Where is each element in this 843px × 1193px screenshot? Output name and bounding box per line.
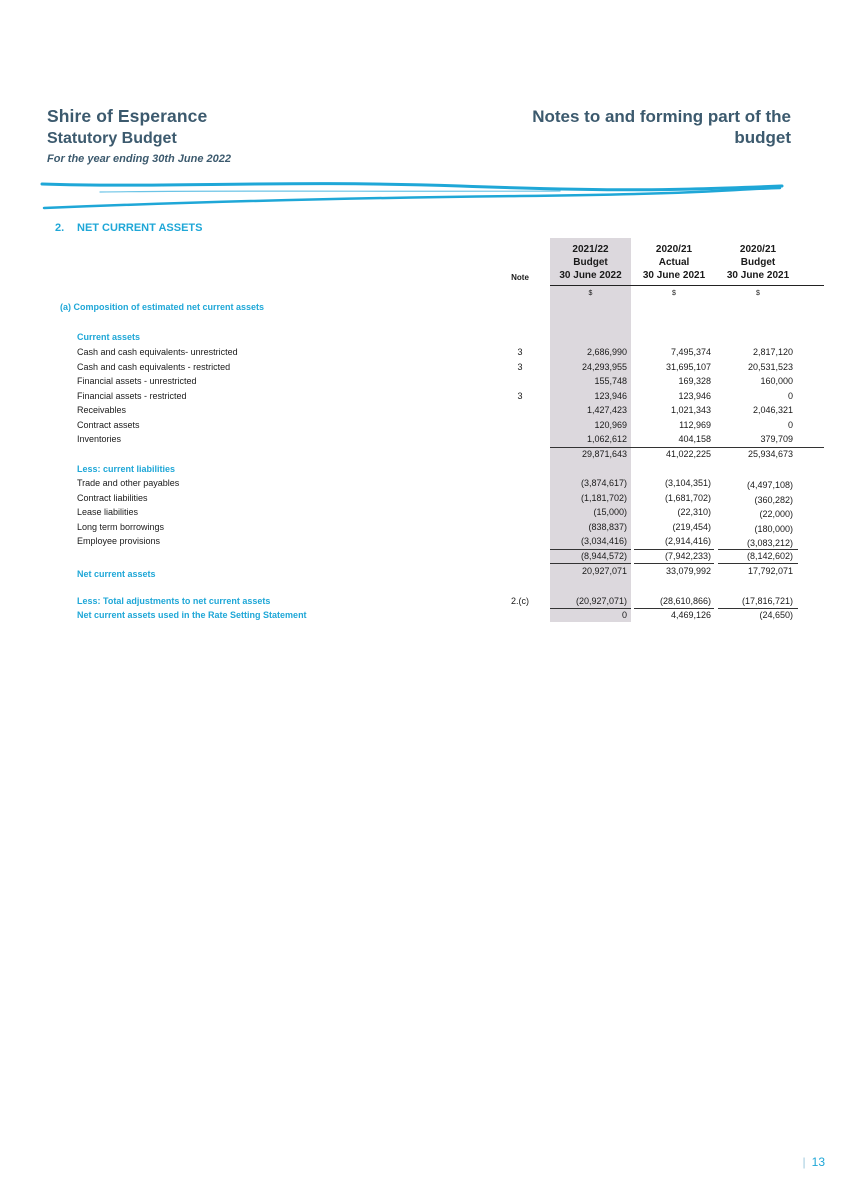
row-label: Trade and other payables <box>77 478 180 488</box>
value-actual-2021: (219,454) <box>672 522 711 532</box>
value-actual-2021: (3,104,351) <box>664 478 711 488</box>
value-actual-2021: 112,969 <box>679 420 711 430</box>
rate-setting-row <box>0 608 843 622</box>
total-budget-2021: (8,142,602) <box>746 551 793 561</box>
total-budget-2021: 25,934,673 <box>747 449 793 459</box>
table-row <box>0 491 843 505</box>
table-row <box>0 476 843 490</box>
net-current-assets-label: Net current assets <box>77 569 156 579</box>
header-rule <box>550 285 824 286</box>
adjustments-row <box>0 594 843 608</box>
value-budget-2022: 1,427,423 <box>586 405 627 415</box>
value-budget-2022: 123,946 <box>594 391 627 401</box>
liabilities-heading-row <box>0 462 843 476</box>
total-budget-2022: 29,871,643 <box>581 449 627 459</box>
table-row <box>0 374 843 388</box>
value-actual-2021: 404,158 <box>678 434 711 444</box>
row-note: 3 <box>517 391 523 401</box>
value-actual-2021: 4,469,126 <box>670 610 711 620</box>
value-budget-2021: (4,497,108) <box>746 480 793 490</box>
row-label: Inventories <box>77 434 122 444</box>
value-budget-2022: 1,062,612 <box>586 434 627 444</box>
row-label: Long term borrowings <box>77 522 165 532</box>
row-label: Cash and cash equivalents - restricted <box>77 362 231 372</box>
value-actual-2021: 33,079,992 <box>665 566 711 576</box>
value-budget-2021: (360,282) <box>754 495 793 505</box>
table-row <box>0 432 843 446</box>
value-actual-2021: 7,495,374 <box>670 347 711 357</box>
document-header <box>47 106 231 165</box>
note-number: 2. <box>55 222 65 234</box>
row-note: 3 <box>517 347 523 357</box>
page-number-value: 13 <box>811 1155 825 1169</box>
value-budget-2022: 120,969 <box>594 420 627 430</box>
row-label: Receivables <box>77 405 127 415</box>
brush-stroke-decoration <box>40 178 785 214</box>
current-assets-heading: Current assets <box>77 332 141 342</box>
row-label: Cash and cash equivalents- unrestricted <box>77 347 238 357</box>
column-date: 30 June 2021 <box>642 270 706 281</box>
sub-heading: (a) Composition of estimated net current assets <box>60 302 265 312</box>
value-budget-2021: (22,000) <box>759 509 793 519</box>
table-row <box>0 345 843 359</box>
table-row <box>0 403 843 417</box>
row-label: Financial assets - unrestricted <box>77 376 197 386</box>
value-budget-2022: (3,034,416) <box>580 536 627 546</box>
row-label: Employee provisions <box>77 536 161 546</box>
document-title: Statutory Budget <box>47 130 177 147</box>
total-budget-2022: (8,944,572) <box>580 551 627 561</box>
column-year: 2020/21 <box>739 244 777 255</box>
value-budget-2021: 2,817,120 <box>752 347 793 357</box>
value-budget-2022: 155,748 <box>594 376 627 386</box>
section-title: Notes to and forming part of the budget <box>532 107 791 147</box>
column-header-budget-2021 <box>718 243 798 282</box>
row-note: 3 <box>517 362 523 372</box>
value-actual-2021: 31,695,107 <box>665 362 711 372</box>
value-budget-2022: 20,927,071 <box>581 566 627 576</box>
table-row <box>0 418 843 432</box>
value-actual-2021: (28,610,866) <box>659 596 711 606</box>
value-budget-2021: 0 <box>787 420 793 430</box>
total-actual-2021: 41,022,225 <box>665 449 711 459</box>
net-current-assets-row <box>0 564 843 578</box>
value-actual-2021: 169,328 <box>678 376 711 386</box>
rate-setting-label: Net current assets used in the Rate Setting Statement <box>77 610 307 620</box>
column-date: 30 June 2021 <box>726 270 790 281</box>
table-row <box>0 389 843 403</box>
value-budget-2022: (1,181,702) <box>580 493 627 503</box>
note-column-header: Note <box>511 273 529 282</box>
value-budget-2021: (180,000) <box>754 524 793 534</box>
value-budget-2022: 24,293,955 <box>581 362 627 372</box>
value-budget-2022: (838,837) <box>588 522 627 532</box>
page-number-divider: | <box>802 1155 806 1169</box>
value-actual-2021: (1,681,702) <box>664 493 711 503</box>
row-label: Contract assets <box>77 420 140 430</box>
value-budget-2022: (3,874,617) <box>580 478 627 488</box>
value-budget-2021: (3,083,212) <box>746 538 793 548</box>
column-header-budget-2022 <box>550 243 631 282</box>
current-assets-heading-row <box>0 330 843 344</box>
sub-heading-row <box>0 300 843 314</box>
value-budget-2021: 20,531,523 <box>747 362 793 372</box>
column-type: Budget <box>573 257 608 268</box>
value-budget-2022: 2,686,990 <box>586 347 627 357</box>
table-row <box>0 520 843 534</box>
liabilities-total-row <box>0 549 843 563</box>
column-year: 2020/21 <box>655 244 693 255</box>
row-label: Contract liabilities <box>77 493 148 503</box>
column-header-actual-2021 <box>634 243 714 282</box>
table-row <box>0 360 843 374</box>
value-actual-2021: (2,914,416) <box>664 536 711 546</box>
column-year: 2021/22 <box>572 244 609 255</box>
value-budget-2021: (24,650) <box>759 610 793 620</box>
value-budget-2021: 160,000 <box>760 376 793 386</box>
currency-unit: $ <box>756 290 760 297</box>
value-actual-2021: (22,310) <box>677 507 711 517</box>
liabilities-heading: Less: current liabilities <box>77 464 176 474</box>
value-budget-2022: (20,927,071) <box>575 596 627 606</box>
column-date: 30 June 2022 <box>559 270 622 281</box>
table-row <box>0 505 843 519</box>
note-heading <box>55 222 203 234</box>
value-actual-2021: 1,021,343 <box>670 405 711 415</box>
row-note: 2.(c) <box>511 596 529 606</box>
column-type: Actual <box>658 257 690 268</box>
value-budget-2021: 379,709 <box>760 434 793 444</box>
value-budget-2022: (15,000) <box>593 507 627 517</box>
value-budget-2021: 2,046,321 <box>752 405 793 415</box>
column-type: Budget <box>740 257 776 268</box>
adjustments-label: Less: Total adjustments to net current assets <box>77 596 271 606</box>
value-budget-2021: (17,816,721) <box>741 596 793 606</box>
currency-unit: $ <box>672 290 676 297</box>
organisation-name: Shire of Esperance <box>47 106 208 126</box>
table-row <box>0 534 843 548</box>
period-subtitle: For the year ending 30th June 2022 <box>47 153 232 165</box>
row-label: Lease liabilities <box>77 507 139 517</box>
note-title: NET CURRENT ASSETS <box>77 222 203 234</box>
page-number <box>803 1155 825 1169</box>
row-label: Financial assets - restricted <box>77 391 187 401</box>
value-budget-2021: 17,792,071 <box>747 566 793 576</box>
current-assets-total-row <box>0 447 843 461</box>
value-budget-2021: 0 <box>787 391 793 401</box>
value-budget-2022: 0 <box>621 610 627 620</box>
currency-unit: $ <box>588 290 593 297</box>
total-actual-2021: (7,942,233) <box>664 551 711 561</box>
value-actual-2021: 123,946 <box>678 391 711 401</box>
